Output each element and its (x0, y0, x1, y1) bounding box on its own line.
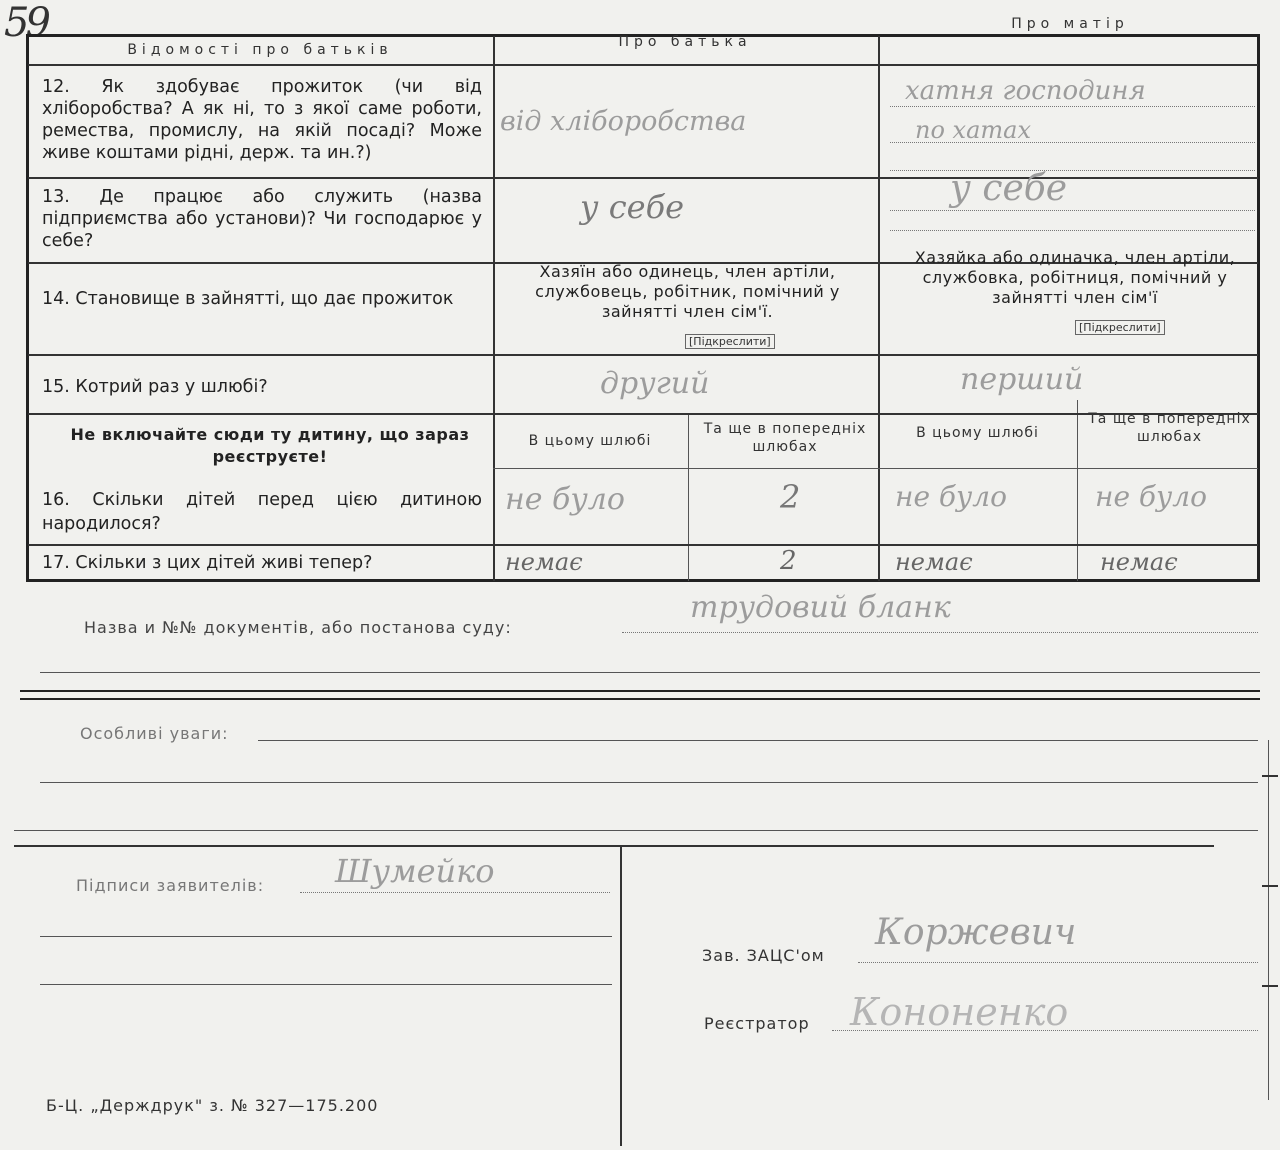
question-13: 13. Де працює або служить (назва підприємства або установи)? Чи господарює у себе? (42, 187, 482, 251)
page-edge (1268, 740, 1269, 1100)
answer-16-mother-prev: не було (1095, 480, 1207, 513)
row-separator-15 (28, 413, 1258, 415)
answer-17-mother-this: немає (895, 548, 973, 576)
head-signature-label: Зав. ЗАЦС'ом (702, 946, 825, 965)
remarks-line (40, 782, 1258, 783)
answer-13-mother: у себе (950, 168, 1068, 209)
section-separator (20, 690, 1260, 700)
answer-line (890, 210, 1255, 211)
answer-12-mother-line1: хатня господиня (905, 76, 1146, 106)
registrar-signature-label: Реєстратор (704, 1014, 810, 1033)
applicants-signature-line (300, 892, 610, 893)
answer-16-mother-this: не було (895, 480, 1007, 513)
options-14-mother: Хазяйка або одиначка, член артіли, службовка, робітниця, помічний у зайнятті член сім'ї (914, 248, 1236, 307)
applicants-line (40, 984, 612, 985)
row-separator-14 (28, 354, 1258, 356)
answer-17-mother-prev: немає (1100, 548, 1178, 576)
question-16: 16. Скільки дітей перед цією дитиною народилося? (42, 490, 482, 534)
answer-line (890, 170, 1255, 171)
question-15: 15. Котрий раз у шлюбі? (42, 377, 268, 397)
answer-17-father-prev: 2 (780, 546, 797, 576)
signature-section-top (14, 845, 1214, 847)
column-divider-mother (878, 36, 880, 581)
row-separator-12 (28, 177, 1258, 179)
header-about-mother: Про матір (1011, 16, 1129, 32)
registrar-signature: Кононенко (850, 990, 1069, 1034)
answer-13-father: у себе (580, 188, 685, 226)
answer-12-mother-line2: по хатах (915, 116, 1031, 144)
col-previous-mother: Та ще в попередніх шлюбах (1088, 411, 1251, 445)
margin-page-number: 59 (4, 0, 47, 46)
row-separator-16 (28, 544, 1258, 546)
subcolumn-divider-father (688, 415, 689, 581)
col-this-marriage-father: В цьому шлюбі (528, 433, 652, 449)
applicants-signature: Шумейко (335, 852, 495, 890)
answer-12-father: від хліборобства (500, 106, 747, 137)
col-this-marriage-mother: В цьому шлюбі (916, 425, 1039, 441)
row-separator-16-header (493, 468, 1258, 469)
applicants-line (40, 936, 612, 937)
answer-17-father-this: немає (505, 548, 583, 576)
remarks-line (14, 830, 1258, 831)
subcolumn-divider-mother (1077, 400, 1078, 581)
question-12: 12. Як здобуває прожиток (чи від хліборобства? А як ні, то з якої саме роботи, ремества, промислу, на якій посаді? Може живе коштами рідні, держ. та ин.?) (42, 77, 482, 163)
head-signature: Коржевич (875, 912, 1077, 953)
header-about-father: Про батька (618, 34, 752, 50)
documents-value: трудовий бланк (690, 590, 951, 625)
documents-rule (40, 672, 1260, 673)
column-divider-father (493, 36, 495, 581)
edge-tick (1262, 885, 1278, 887)
edge-tick (1262, 775, 1278, 777)
signature-divider (620, 846, 622, 1146)
documents-label: Назва и №№ документів, або постанова суду: (84, 618, 512, 637)
row-separator-header (28, 64, 1258, 66)
head-signature-line (858, 962, 1258, 963)
question-17: 17. Скільки з цих дітей живі тепер? (42, 553, 373, 573)
answer-line (890, 106, 1255, 107)
warning-16: Не включайте сюди ту дитину, що зараз реєструєте! (70, 425, 470, 466)
options-14-father: Хазяїн або одинець, член артіли, службовець, робітник, помічний у зайнятті член сім'ї. (535, 262, 840, 321)
answer-16-father-this: не було (505, 482, 625, 517)
answer-line (890, 230, 1255, 231)
answer-15-mother: перший (960, 362, 1084, 397)
remarks-line (258, 740, 1258, 741)
question-14: 14. Становище в зайнятті, що дає прожиток (42, 289, 454, 309)
col-previous-father: Та ще в попередніх шлюбах (703, 421, 867, 455)
applicants-signature-label: Підписи заявителів: (76, 876, 265, 895)
answer-16-father-prev: 2 (780, 478, 801, 516)
header-parents-info: Відомості про батьків (127, 42, 393, 58)
printer-footer: Б-Ц. „Держдрук" з. № 327—175.200 (46, 1096, 379, 1115)
remarks-label: Особливі уваги: (80, 724, 229, 743)
edge-tick (1262, 985, 1278, 987)
documents-line (622, 632, 1258, 633)
answer-15-father: другий (600, 366, 710, 401)
